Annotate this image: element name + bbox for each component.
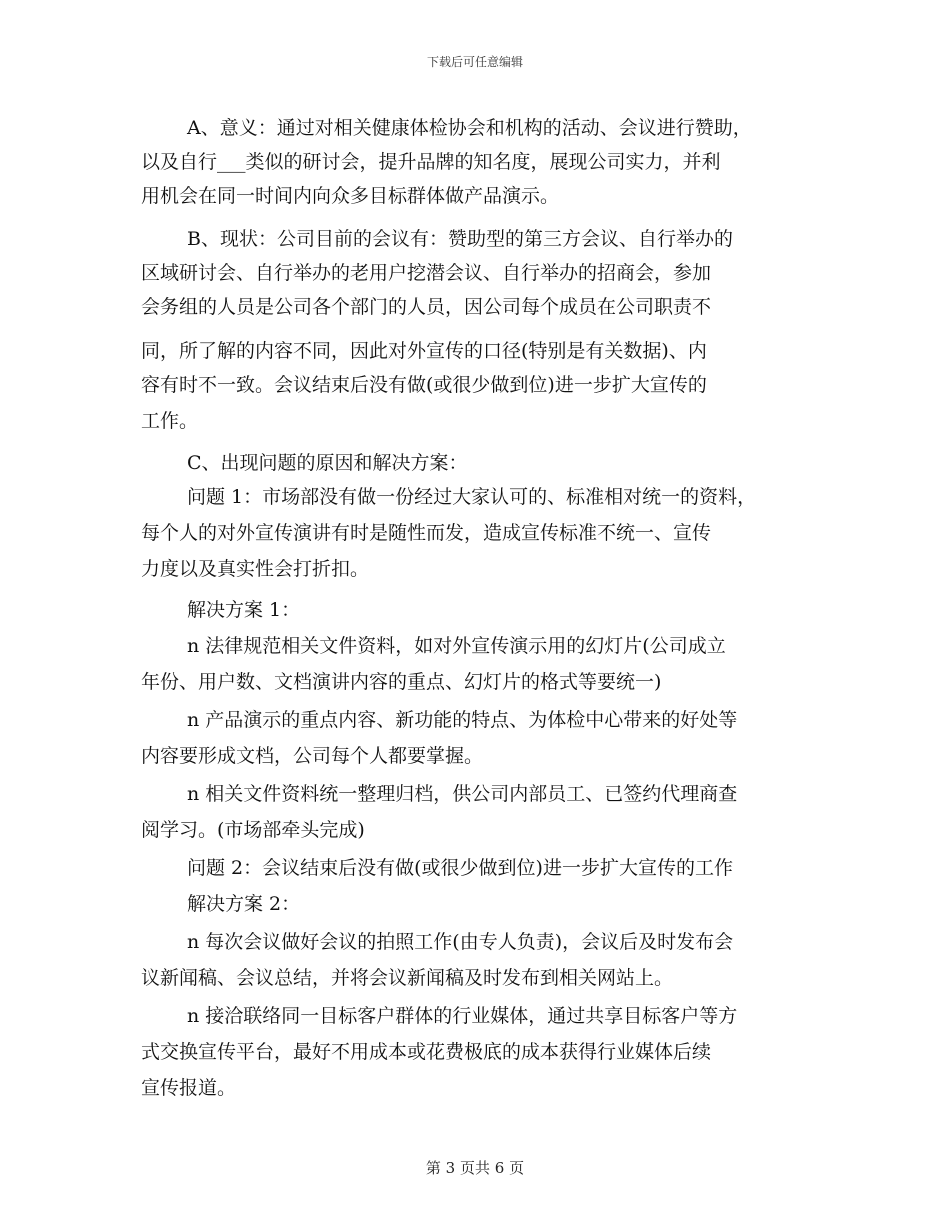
text-line: 解决方案 2： — [187, 893, 301, 915]
text-line: C、出现问题的原因和解决方案： — [187, 452, 468, 474]
text-line: 每个人的对外宣传演讲有时是随性而发，造成宣传标准不统一、宣传 — [141, 522, 712, 544]
text-line: n 相关文件资料统一整理归档，供公司内部员工、已签约代理商查 — [187, 783, 738, 805]
text-line: 力度以及真实性会打折扣。 — [141, 558, 370, 580]
text-line: 议新闻稿、会议总结，并将会议新闻稿及时发布到相关网站上。 — [141, 967, 674, 989]
text-line: n 产品演示的重点内容、新功能的特点、为体检中心带来的好处等 — [187, 709, 738, 731]
text-line: 容有时不一致。会议结束后没有做(或很少做到位)进一步扩大宣传的 — [141, 374, 707, 396]
text-line: 问题 2：会议结束后没有做(或很少做到位)进一步扩大宣传的工作 — [187, 857, 733, 879]
text-line: 年份、用户数、文档演讲内容的重点、幻灯片的格式等要统一) — [141, 671, 662, 693]
text-line: 解决方案 1： — [187, 599, 301, 621]
text-line: 式交换宣传平台，最好不用成本或花费极底的成本获得行业媒体后续 — [141, 1041, 712, 1063]
text-line: 宣传报道。 — [141, 1077, 237, 1099]
text-line: 会务组的人员是公司各个部门的人员，因公司每个成员在公司职责不 — [141, 296, 712, 318]
text-line: 问题 1：市场部没有做一份经过大家认可的、标准相对统一的资料， — [187, 486, 757, 508]
text-line: n 每次会议做好会议的拍照工作(由专人负责)，会议后及时发布会 — [187, 931, 734, 953]
text-line: 阅学习。(市场部牵头完成) — [141, 819, 365, 841]
text-line: 用机会在同一时间内向众多目标群体做产品演示。 — [141, 185, 560, 207]
text-line: n 法律规范相关文件资料，如对外宣传演示用的幻灯片(公司成立 — [187, 635, 726, 657]
text-line: 区域研讨会、自行举办的老用户挖潜会议、自行举办的招商会，参加 — [141, 262, 712, 284]
text-line: n 接洽联络同一目标客户群体的行业媒体，通过共享目标客户等方 — [187, 1005, 738, 1027]
page-header: 下载后可任意编辑 — [426, 55, 523, 69]
text-line: B、现状：公司目前的会议有：赞助型的第三方会议、自行举办的 — [187, 228, 733, 250]
text-line: A、意义：通过对相关健康体检协会和机构的活动、会议进行赞助， — [187, 117, 752, 139]
text-line: 内容要形成文档，公司每个人都要掌握。 — [141, 745, 484, 767]
text-line: 工作。 — [141, 410, 199, 432]
text-line: 以及自行___类似的研讨会，提升品牌的知名度，展现公司实力，并利 — [141, 151, 721, 173]
page-footer: 第 3 页共 6 页 — [425, 1159, 525, 1177]
text-line: 同，所了解的内容不同，因此对外宣传的口径(特别是有关数据)、内 — [141, 340, 707, 362]
